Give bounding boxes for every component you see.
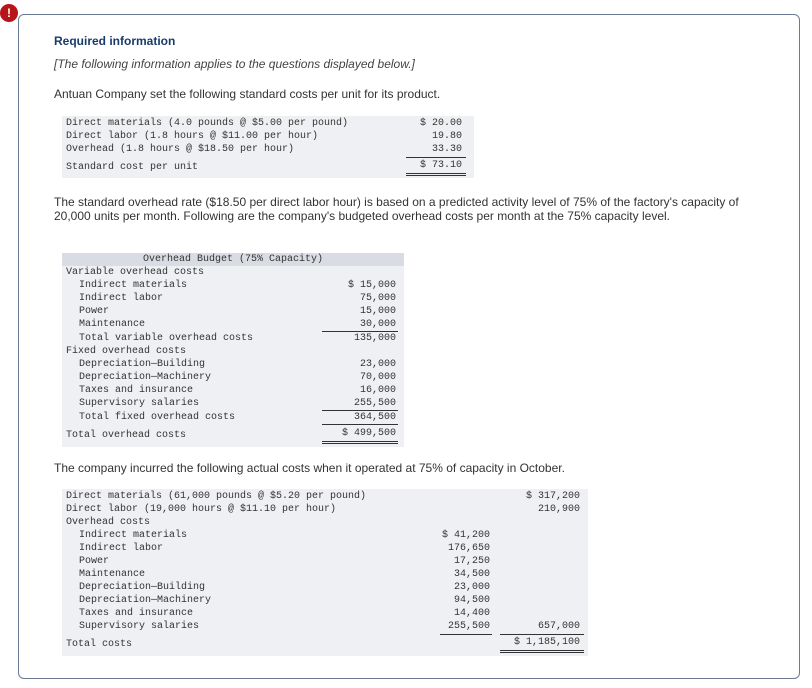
std-total-value: $ 73.10 [419, 160, 462, 171]
budget-row-label: Power [79, 306, 110, 317]
budget-row-label: Depreciation—Building [79, 359, 206, 370]
budget-row-label: Taxes and insurance [79, 385, 194, 396]
actual-dm-value: $ 317,200 [525, 491, 580, 502]
actual-row-label: Indirect labor [79, 543, 164, 554]
budget-title: Overhead Budget (75% Capacity) [62, 253, 404, 266]
section-heading: Required information [54, 34, 176, 48]
budget-row-value: 30,000 [359, 319, 396, 330]
actual-row-label: Taxes and insurance [79, 608, 194, 619]
subtotal-rule [322, 410, 398, 411]
total-variable-label: Total variable overhead costs [79, 333, 254, 344]
actual-row-value: 14,400 [453, 608, 490, 619]
budget-row-value: 75,000 [359, 293, 396, 304]
actual-row-value: 255,500 [447, 621, 490, 632]
total-variable-value: 135,000 [353, 333, 396, 344]
fixed-header: Fixed overhead costs [66, 346, 187, 357]
std-row-value: 33.30 [431, 144, 462, 155]
actual-row-label: Depreciation—Building [79, 582, 206, 593]
total-costs-value: $ 1,185,100 [513, 637, 580, 648]
actual-row-value: 23,000 [453, 582, 490, 593]
subtotal-rule [322, 424, 398, 425]
actual-row-label: Maintenance [79, 569, 146, 580]
double-rule [322, 443, 398, 444]
total-overhead-value: $ 499,500 [341, 428, 396, 439]
overhead-total-value: 657,000 [537, 621, 580, 632]
budget-row-label: Supervisory salaries [79, 398, 200, 409]
actual-row-value: $ 41,200 [441, 530, 490, 541]
subtotal-rule [406, 157, 466, 158]
actual-paragraph: The company incurred the following actual costs when it operated at 75% of capacity in October. [54, 461, 565, 475]
actual-row-value: 17,250 [453, 556, 490, 567]
actual-row-value: 94,500 [453, 595, 490, 606]
std-row-label: Direct materials (4.0 pounds @ $5.00 per pound) [66, 118, 349, 129]
std-row-label: Direct labor (1.8 hours @ $11.00 per hour) [66, 131, 319, 142]
actual-dl-value: 210,900 [537, 504, 580, 515]
double-rule [500, 652, 584, 653]
info-note: [The following information applies to the questions displayed below.] [54, 57, 415, 71]
variable-header: Variable overhead costs [66, 267, 205, 278]
budget-row-label: Indirect materials [79, 280, 188, 291]
actual-dl-label: Direct labor (19,000 hours @ $11.10 per hour) [66, 504, 337, 515]
subtotal-rule [500, 634, 584, 635]
budget-row-value: 16,000 [359, 385, 396, 396]
actual-dm-label: Direct materials (61,000 pounds @ $5.20 per pound) [66, 491, 367, 502]
rate-paragraph: The standard overhead rate ($18.50 per direct labor hour) is based on a predicted activity level of 75% of the factory's capacity of 20,000 units per month. Following are the company's budgeted overhead costs per month at the 75% capacity level. [54, 195, 739, 223]
double-rule [322, 441, 398, 442]
total-fixed-value: 364,500 [353, 412, 396, 423]
budget-row-value: 255,500 [353, 398, 396, 409]
total-costs-label: Total costs [66, 639, 133, 650]
std-total-label: Standard cost per unit [66, 162, 199, 173]
std-row-value: 19.80 [431, 131, 462, 142]
subtotal-rule [440, 634, 492, 635]
double-rule [500, 650, 584, 651]
subtotal-rule [322, 331, 398, 332]
budget-row-label: Depreciation—Machinery [79, 372, 212, 383]
budget-row-value: 15,000 [359, 306, 396, 317]
actual-row-label: Supervisory salaries [79, 621, 200, 632]
double-rule [406, 173, 466, 174]
intro-text: Antuan Company set the following standard costs per unit for its product. [54, 87, 441, 101]
actual-row-label: Depreciation—Machinery [79, 595, 212, 606]
double-rule [406, 175, 466, 176]
budget-row-value: 70,000 [359, 372, 396, 383]
alert-icon: ! [0, 4, 18, 22]
actual-row-value: 176,650 [447, 543, 490, 554]
budget-row-value: 23,000 [359, 359, 396, 370]
actual-row-label: Power [79, 556, 110, 567]
actual-row-value: 34,500 [453, 569, 490, 580]
actual-row-label: Indirect materials [79, 530, 188, 541]
total-overhead-label: Total overhead costs [66, 430, 187, 441]
overhead-costs-header: Overhead costs [66, 517, 151, 528]
total-fixed-label: Total fixed overhead costs [79, 412, 236, 423]
budget-row-value: $ 15,000 [347, 280, 396, 291]
std-row-label: Overhead (1.8 hours @ $18.50 per hour) [66, 144, 295, 155]
std-row-value: $ 20.00 [419, 118, 462, 129]
budget-row-label: Indirect labor [79, 293, 164, 304]
budget-row-label: Maintenance [79, 319, 146, 330]
